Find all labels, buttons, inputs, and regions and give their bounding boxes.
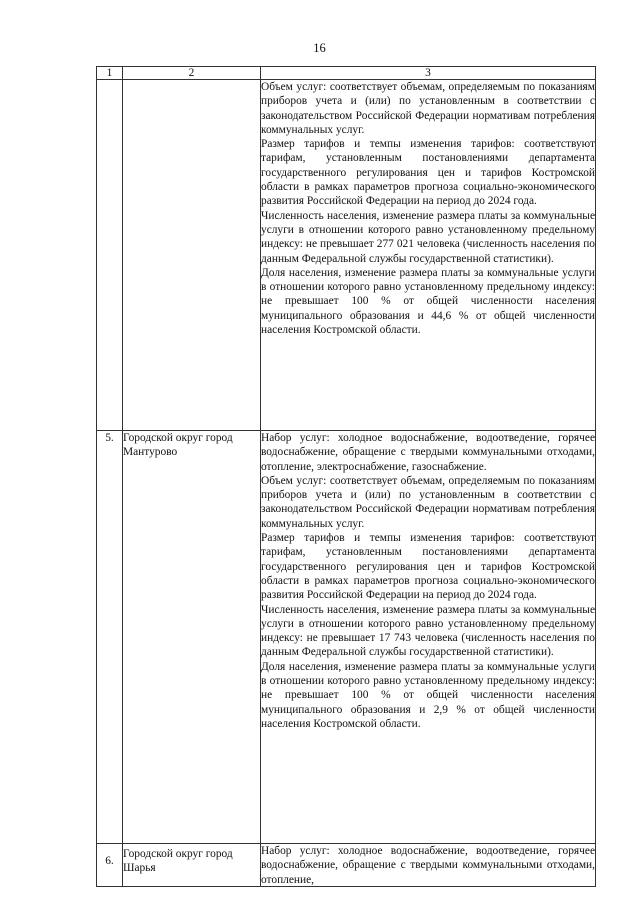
paragraph: Набор услуг: холодное водоснабжение, водоотведение, горячее водоснабжение, обращение с твердыми коммунальными отходами, отопление, электроснабжение, газоснабжение. bbox=[261, 432, 595, 473]
paragraph: Набор услуг: холодное водоснабжение, водоотведение, горячее водоснабжение, обращение с твердыми коммунальными отходами, отопление, bbox=[261, 845, 595, 886]
row-number: 6. bbox=[97, 844, 123, 887]
header-col-3: 3 bbox=[261, 67, 596, 80]
paragraph: Размер тарифов и темпы изменения тарифов: соответствуют тарифам, установленным постановлениями департамента государственного регулирования цен и тарифов Костромской области в рамках параметров прогноза социально-экономического развития Российской Федерации на период до 2024 года. bbox=[261, 138, 595, 208]
table-row bbox=[97, 80, 596, 431]
paragraph: Объем услуг: соответствует объемам, определяемым по показаниям приборов учета и (или) по установленным в соответствии с законодательством Российской Федерации нормативам потребления коммунальных услуг. bbox=[261, 81, 595, 136]
row-number: 5. bbox=[97, 431, 123, 844]
table-header-row bbox=[97, 67, 596, 80]
municipality-name bbox=[123, 80, 261, 431]
table-row bbox=[97, 431, 596, 844]
row-content bbox=[261, 844, 596, 887]
page-number: 16 bbox=[313, 41, 326, 55]
header-col-2: 2 bbox=[123, 67, 261, 80]
paragraph: Размер тарифов и темпы изменения тарифов: соответствуют тарифам, установленным постановлениями департамента государственного регулирования цен и тарифов Костромской области в рамках параметров прогноза социально-экономического развития Российской Федерации на период до 2024 года. bbox=[261, 532, 595, 602]
paragraph: Доля населения, изменение размера платы за коммунальные услуги в отношении которого равно установленному предельному индексу: не превышает 100 % от общей численности населения муниципального образования и 2,9 % от общей численности населения Костромской области. bbox=[261, 660, 595, 730]
tariff-table bbox=[96, 66, 596, 887]
row-number bbox=[97, 80, 123, 431]
municipality-name: Городской округ город Мантурово bbox=[123, 431, 261, 844]
header-col-1: 1 bbox=[97, 67, 123, 80]
row-content bbox=[261, 431, 596, 844]
paragraph: Объем услуг: соответствует объемам, определяемым по показаниям приборов учета и (или) по установленным в соответствии с законодательством Российской Федерации нормативам потребления коммунальных услуг. bbox=[261, 474, 595, 530]
row-content bbox=[261, 80, 596, 431]
paragraph: Доля населения, изменение размера платы за коммунальные услуги в отношении которого равно установленному предельному индексу: не превышает 100 % от общей численности населения муниципального образования и 44,6 % от общей численности населения Костромской области. bbox=[261, 266, 595, 337]
municipality-name: Городской округ город Шарья bbox=[123, 844, 261, 887]
table-row bbox=[97, 844, 596, 887]
paragraph: Численность населения, изменение размера платы за коммунальные услуги в отношении которого равно установленному предельному индексу: не превышает 277 021 человека (численность населения по данным Федеральной службы государственной статистики). bbox=[261, 209, 595, 265]
paragraph: Численность населения, изменение размера платы за коммунальные услуги в отношении которого равно установленному предельному индексу: не превышает 17 743 человека (численность населения по данным Федеральной службы государственной статистики). bbox=[261, 603, 595, 659]
